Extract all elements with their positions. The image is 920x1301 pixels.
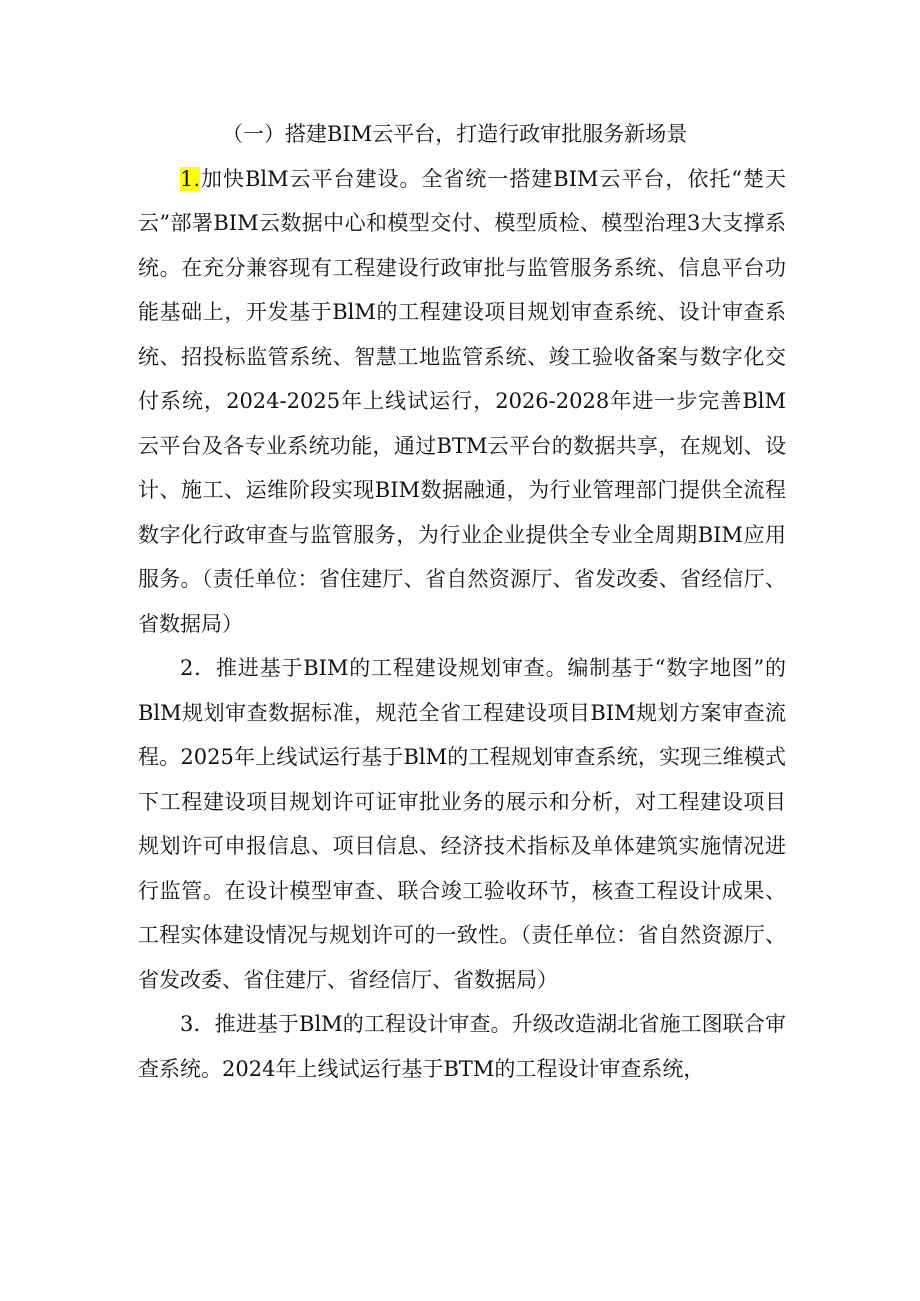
paragraph-1-number-highlighted: 1. <box>180 166 201 191</box>
paragraph-3-text: 推进基于BlM的工程设计审查。升级改造湖北省施工图联合审查系统。2024年上线试运行基于BTM的工程设计审查系统， <box>138 1012 786 1081</box>
paragraph-2-number: 2． <box>180 656 216 680</box>
paragraph-2 <box>138 646 786 1002</box>
paragraph-3 <box>138 1002 786 1091</box>
paragraph-2-text: 推进基于BIM的工程建设规划审查。编制基于“数字地图”的BlM规划审查数据标准，规范全省工程建设项目BIM规划方案审查流程。2025年上线试运行基于BlM的工程规划审查系统，实现三维模式下工程建设项目规划许可证审批业务的展示和分析，对工程建设项目规划许可申报信息、项目信息、经济技术指标及单体建筑实施情况进行监管。在设计模型审查、联合竣工验收环节，核查工程设计成果、工程实体建设情况与规划许可的一致性。（责任单位：省自然资源厅、省发改委、省住建厅、省经信厅、省数据局） <box>138 656 786 992</box>
paragraph-1 <box>138 157 786 647</box>
paragraph-1-text: 加快BlM云平台建设。全省统一搭建BIM云平台，依托“楚天云”部署BIM云数据中心和模型交付、模型质检、模型治理3大支撑系统。在充分兼容现有工程建设行政审批与监管服务系统、信息平台功能基础上，开发基于BlM的工程建设项目规划审查系统、设计审查系统、招投标监管系统、智慧工地监管系统、竣工验收备案与数字化交付系统，2024-2025年上线试运行，2026-2028年进一步完善BlM云平台及各专业系统功能，通过BTM云平台的数据共享，在规划、设计、施工、运维阶段实现BIM数据融通，为行业管理部门提供全流程数字化行政审查与监管服务，为行业企业提供全专业全周期BIM应用服务。（责任单位：省住建厅、省自然资源厅、省发改委、省经信厅、省数据局） <box>138 166 786 636</box>
paragraph-3-number: 3． <box>180 1012 215 1036</box>
section-heading: （一）搭建BIM云平台，打造行政审批服务新场景 <box>222 122 688 146</box>
document-body <box>138 112 786 1091</box>
